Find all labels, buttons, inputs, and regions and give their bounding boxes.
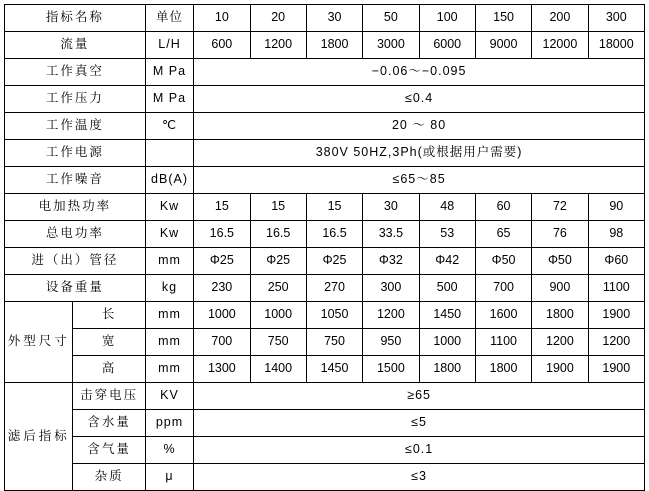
cell-value: 1450: [419, 302, 475, 329]
table-row-heating-power: [5, 194, 645, 221]
row-label: 工作电源: [5, 140, 146, 167]
cell-value: Φ25: [250, 248, 306, 275]
table-header-row: [5, 5, 645, 32]
header-name: 指标名称: [5, 5, 146, 32]
row-label: 流量: [5, 32, 146, 59]
cell-value: 90: [588, 194, 644, 221]
cell-value: 1500: [363, 356, 419, 383]
row-unit: kg: [145, 275, 193, 302]
header-model-100: 100: [419, 5, 475, 32]
cell-value: 6000: [419, 32, 475, 59]
cell-span-value: ≤5: [194, 410, 645, 437]
cell-value: 16.5: [194, 221, 250, 248]
cell-value: Φ50: [475, 248, 531, 275]
row-unit: dB(A): [145, 167, 193, 194]
header-model-300: 300: [588, 5, 644, 32]
row-label: 工作温度: [5, 113, 146, 140]
cell-span-value: ≥65: [194, 383, 645, 410]
row-label: 电加热功率: [5, 194, 146, 221]
cell-value: 1200: [532, 329, 588, 356]
table-row-temperature: [5, 113, 645, 140]
row-label: 杂质: [73, 464, 145, 491]
cell-value: 16.5: [306, 221, 362, 248]
cell-span-value: 20 ～ 80: [194, 113, 645, 140]
cell-value: 950: [363, 329, 419, 356]
row-unit: [145, 140, 193, 167]
row-unit: Kw: [145, 194, 193, 221]
cell-value: 1900: [588, 302, 644, 329]
cell-value: 15: [306, 194, 362, 221]
cell-value: 30: [363, 194, 419, 221]
table-row-gas-content: [5, 437, 645, 464]
row-label: 工作压力: [5, 86, 146, 113]
row-label: 设备重量: [5, 275, 146, 302]
cell-value: 1900: [532, 356, 588, 383]
cell-value: Φ25: [194, 248, 250, 275]
row-label: 高: [73, 356, 145, 383]
cell-value: 72: [532, 194, 588, 221]
table-row-dimension-length: [5, 302, 645, 329]
row-unit: Kw: [145, 221, 193, 248]
header-model-10: 10: [194, 5, 250, 32]
cell-value: 230: [194, 275, 250, 302]
cell-value: 53: [419, 221, 475, 248]
row-unit: KV: [145, 383, 193, 410]
cell-value: 900: [532, 275, 588, 302]
group-label-dimensions: 外型尺寸: [5, 302, 73, 383]
row-unit: mm: [145, 356, 193, 383]
row-unit: mm: [145, 329, 193, 356]
cell-value: 600: [194, 32, 250, 59]
table-row-vacuum: [5, 59, 645, 86]
table-row-flow: [5, 32, 645, 59]
cell-value: 3000: [363, 32, 419, 59]
cell-value: 1100: [475, 329, 531, 356]
table-row-impurity: [5, 464, 645, 491]
cell-value: 750: [250, 329, 306, 356]
cell-value: 1800: [475, 356, 531, 383]
cell-value: Φ60: [588, 248, 644, 275]
row-label: 工作真空: [5, 59, 146, 86]
cell-value: 98: [588, 221, 644, 248]
cell-value: Φ32: [363, 248, 419, 275]
cell-value: 9000: [475, 32, 531, 59]
row-label: 含水量: [73, 410, 145, 437]
cell-value: 1050: [306, 302, 362, 329]
cell-span-value: ≤0.1: [194, 437, 645, 464]
cell-value: 700: [475, 275, 531, 302]
cell-value: 1450: [306, 356, 362, 383]
cell-span-value: ≤0.4: [194, 86, 645, 113]
cell-value: 300: [363, 275, 419, 302]
row-label: 总电功率: [5, 221, 146, 248]
cell-value: Φ50: [532, 248, 588, 275]
cell-value: 33.5: [363, 221, 419, 248]
cell-value: 1300: [194, 356, 250, 383]
cell-value: 1000: [419, 329, 475, 356]
cell-value: 15: [194, 194, 250, 221]
cell-value: 1900: [588, 356, 644, 383]
cell-value: 700: [194, 329, 250, 356]
cell-value: Φ25: [306, 248, 362, 275]
row-unit: ppm: [145, 410, 193, 437]
specification-table: [4, 4, 645, 491]
cell-value: 1800: [419, 356, 475, 383]
cell-value: 270: [306, 275, 362, 302]
row-label: 击穿电压: [73, 383, 145, 410]
cell-value: 500: [419, 275, 475, 302]
cell-value: 1000: [250, 302, 306, 329]
header-model-30: 30: [306, 5, 362, 32]
group-label-filtered-index: 滤后指标: [5, 383, 73, 491]
row-unit: μ: [145, 464, 193, 491]
header-model-50: 50: [363, 5, 419, 32]
cell-value: 60: [475, 194, 531, 221]
row-label: 进（出）管径: [5, 248, 146, 275]
cell-value: 18000: [588, 32, 644, 59]
row-unit: mm: [145, 302, 193, 329]
row-unit: M Pa: [145, 86, 193, 113]
cell-span-value: ≤3: [194, 464, 645, 491]
cell-value: 1100: [588, 275, 644, 302]
table-row-pipe-diameter: [5, 248, 645, 275]
cell-value: 250: [250, 275, 306, 302]
row-label: 含气量: [73, 437, 145, 464]
cell-value: 48: [419, 194, 475, 221]
cell-value: 76: [532, 221, 588, 248]
row-label: 工作噪音: [5, 167, 146, 194]
cell-value: 1400: [250, 356, 306, 383]
cell-span-value: 380V 50HZ,3Ph(或根据用户需要): [194, 140, 645, 167]
row-unit: L/H: [145, 32, 193, 59]
cell-value: 12000: [532, 32, 588, 59]
table-row-pressure: [5, 86, 645, 113]
cell-value: 1800: [532, 302, 588, 329]
row-unit: %: [145, 437, 193, 464]
row-label: 宽: [73, 329, 145, 356]
cell-value: 1600: [475, 302, 531, 329]
row-label: 长: [73, 302, 145, 329]
header-unit: 单位: [145, 5, 193, 32]
table-row-breakdown-voltage: [5, 383, 645, 410]
cell-value: 1800: [306, 32, 362, 59]
cell-value: 1000: [194, 302, 250, 329]
row-unit: mm: [145, 248, 193, 275]
table-row-noise: [5, 167, 645, 194]
cell-value: 16.5: [250, 221, 306, 248]
row-unit: ℃: [145, 113, 193, 140]
cell-value: Φ42: [419, 248, 475, 275]
header-model-200: 200: [532, 5, 588, 32]
table-row-water-content: [5, 410, 645, 437]
table-row-dimension-height: [5, 356, 645, 383]
table-row-dimension-width: [5, 329, 645, 356]
cell-span-value: ≤65～85: [194, 167, 645, 194]
row-unit: M Pa: [145, 59, 193, 86]
cell-value: 750: [306, 329, 362, 356]
table-row-power-supply: [5, 140, 645, 167]
header-model-20: 20: [250, 5, 306, 32]
cell-span-value: −0.06～−0.095: [194, 59, 645, 86]
table-row-total-power: [5, 221, 645, 248]
cell-value: 1200: [588, 329, 644, 356]
cell-value: 15: [250, 194, 306, 221]
cell-value: 1200: [250, 32, 306, 59]
header-model-150: 150: [475, 5, 531, 32]
table-row-weight: [5, 275, 645, 302]
cell-value: 65: [475, 221, 531, 248]
cell-value: 1200: [363, 302, 419, 329]
